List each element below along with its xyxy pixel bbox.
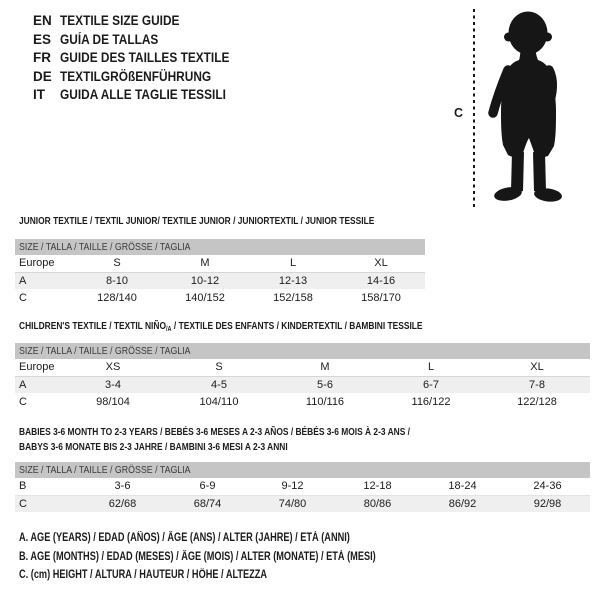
height-dashed-line [473,9,475,207]
footnote-b: B. AGE (MONTHS) / EDAD (MESES) / ÂGE (MOIS) / ALTER (MONATE) / ETÀ (MESI) [19,550,376,563]
row-label-cell: A [19,378,27,391]
table-cell: 110/116 [305,395,345,408]
table-cell: 10-12 [190,274,220,287]
lang-code: FR [33,50,51,66]
lang-title: GUIDA ALLE TAGLIE TESSILI [60,87,226,103]
table-cell: 12-18 [335,478,420,495]
table-header-row [15,255,425,272]
size-col-header: XL [337,255,425,272]
table-row [15,393,590,410]
size-bar [15,343,590,359]
lang-title: TEXTILGRÖßENFÜHRUNG [60,68,212,84]
children-size-table [15,343,590,410]
baby-silhouette-icon [482,10,570,206]
title-row-es [33,31,253,50]
table-cell: 158/170 [361,291,401,304]
table-row [15,495,590,512]
size-bar [15,462,590,478]
children-heading-text: CHILDREN'S TEXTILE / TEXTIL $NIÑO_{/A}$ / TEXTILE DES ENFANTS / KINDERTEXTIL / BAMBINI TESSILE [19,320,423,333]
lang-title: GUIDE DES TAILLES TEXTILE [60,50,230,66]
heading-subscript: /A [165,326,172,333]
babies-heading-line2: BABYS 3-6 MONATE BIS 2-3 JAHRE / BAMBINI 3-6 MESI A 2-3 ANNI [19,441,288,453]
table-cell: 116/122 [411,395,451,408]
size-bar-label: SIZE / TALLA / TAILLE / GRÖSSE / TAGLIA [19,464,191,476]
size-col-header: M [272,359,378,376]
footnote-a: A. AGE (YEARS) / EDAD (AÑOS) / ÂGE (ANS) / ALTER (JAHRE) / ETÀ (ANNI) [19,532,350,544]
size-bar [15,239,425,255]
table-cell: 7-8 [529,378,545,391]
table-cell: 5-6 [317,378,333,391]
size-col-header: S [73,255,161,272]
table-cell: 74/80 [278,497,307,510]
table-cell: 86/92 [448,497,477,510]
table-header-row [15,359,590,376]
table-cell: 80/86 [363,497,392,510]
junior-section-heading [19,214,463,229]
table-row [15,289,425,306]
lang-title: GUÍA DE TALLAS [60,31,159,47]
title-row-de [33,68,253,87]
table-cell: 24-36 [505,478,590,495]
table-cell: 3-6 [80,478,165,495]
size-bar-label: SIZE / TALLA / TAILLE / GRÖSSE / TAGLIA [19,345,191,357]
table-cell: 6-9 [165,478,250,495]
size-col-header: XS [60,359,166,376]
table-cell: 4-5 [211,378,227,391]
row-label-cell: A [19,274,27,287]
row-label-cell: C [19,395,27,408]
table-cell: 92/98 [533,497,562,510]
size-col-header: L [249,255,337,272]
table-cell: 128/140 [97,291,137,304]
table-cell: 98/104 [96,395,130,408]
lang-code: IT [33,87,45,103]
size-bar-label: SIZE / TALLA / TAILLE / GRÖSSE / TAGLIA [19,241,191,253]
junior-table [15,255,425,306]
lang-code: EN [33,13,52,28]
language-title-block [33,12,253,105]
size-col-header: L [378,359,484,376]
region-label-cell: Europe [15,359,60,376]
junior-size-table [15,239,425,306]
table-cell: 104/110 [199,395,239,408]
size-col-header: S [166,359,272,376]
table-cell: 122/128 [517,395,557,408]
table-cell: 9-12 [250,478,335,495]
babies-table [15,478,590,512]
lang-title: TEXTILE SIZE GUIDE [60,13,180,28]
table-cell: 8-10 [105,274,129,287]
table-cell: 14-16 [366,274,396,287]
size-col-header: M [161,255,249,272]
table-cell: 68/74 [193,497,222,510]
table-cell: 12-13 [278,274,308,287]
children-section-heading [19,319,523,337]
region-label-cell: Europe [15,255,73,272]
table-row [15,272,425,289]
children-table [15,359,590,410]
babies-heading-line1: BABIES 3-6 MONTH TO 2-3 YEARS / BEBÉS 3-6 MESES A 2-3 AÑOS / BÉBÉS 3-6 MOIS À 2-3 ANS / [19,426,411,438]
row-label-cell: C [19,291,27,304]
babies-section-heading [19,425,508,455]
table-row [15,376,590,393]
size-col-header: XL [484,359,590,376]
lang-code: ES [33,31,52,47]
table-row [15,478,590,495]
table-cell: 140/152 [185,291,225,304]
lang-code: DE [33,68,52,84]
babies-size-table [15,462,590,512]
title-row-it [33,86,253,105]
table-cell: 3-4 [105,378,121,391]
table-cell: 62/68 [108,497,137,510]
table-cell: 6-7 [423,378,439,391]
footnote-c: C. (cm) HEIGHT / ALTURA / HAUTEUR / HÖHE / ALTEZZA [19,569,268,582]
height-measure-label: C [454,106,464,120]
title-row-en [33,12,253,31]
table-cell: 18-24 [420,478,505,495]
footnotes [19,529,465,585]
title-row-fr [33,49,253,68]
table-cell: 152/158 [273,291,313,304]
row-label-cell: B [15,478,80,495]
row-label-cell: C [19,497,27,510]
junior-heading-text: JUNIOR TEXTILE / TEXTIL JUNIOR/ TEXTILE JUNIOR / JUNIORTEXTIL / JUNIOR TESSILE [19,215,375,227]
